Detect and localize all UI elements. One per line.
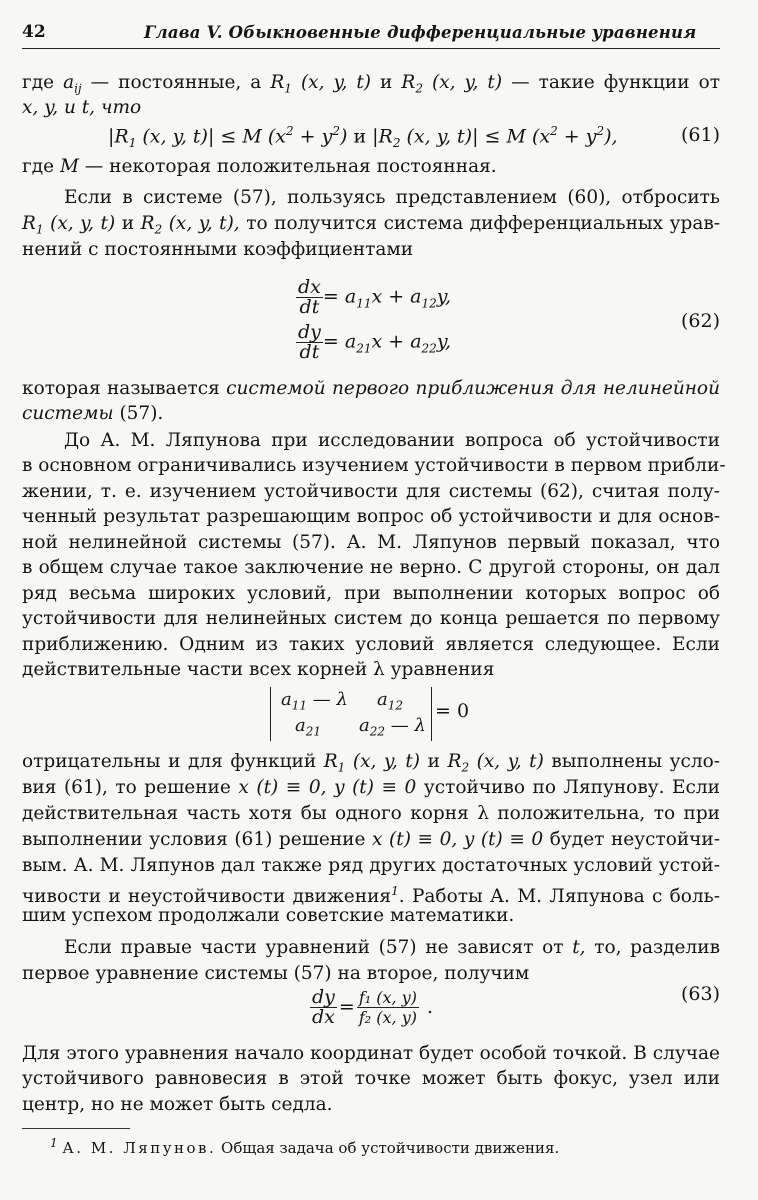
running-header xyxy=(22,22,720,46)
p8-line-1: Для этого уравнения начало координат будет особой точкой. В случае xyxy=(22,1043,720,1064)
p5-line-2: в основном ограничивались изучением устойчивости в первом прибли- xyxy=(22,455,726,476)
equation-61: $|R_1$ (x, y, t)| ≤ M $(x^2 + y^2)$ и $|R_2$ (x, y, t)| ≤ M $(x^2 + y^2)$, xyxy=(108,124,618,151)
equation-63: $\frac{dy}{dx}$ = $\frac{\text{f₁ (x, y)}}{\text{f₂ (x, y)}}$ . xyxy=(312,986,434,1028)
running-title: Глава V. Обыкновенные дифференциальные уравнения xyxy=(144,23,697,42)
p5-line-8: устойчивости для нелинейных систем до конца решается по первому xyxy=(22,608,720,629)
footnote-text: Общая задача об устойчивости движения. xyxy=(221,1139,560,1157)
det-a11: $a_{11}$ — λ xyxy=(281,689,348,713)
p5-line-1: До А. М. Ляпунова при исследовании вопроса об устойчивости xyxy=(64,430,720,451)
equation-63-number: (63) xyxy=(680,983,720,1005)
p6-line-1: отрицательны и для функций $R_1$ (x, y, t) и $R_2$ (x, y, t) выполнены усло- xyxy=(22,751,721,775)
p6-line-3: действительная часть хотя бы одного корня λ положительна, то при xyxy=(22,803,720,824)
equation-62-row-1: $\frac{dx}{dt}$ = $a_{11}x + a_{12}y$, xyxy=(298,276,452,318)
p4-line-2: системы (57). xyxy=(22,403,164,424)
p5-line-5: ной нелинейной системы (57). А. М. Ляпунов первый показал, что xyxy=(22,532,720,553)
p5-line-3: жении, т. е. изучением устойчивости для системы (62), считая полу- xyxy=(22,481,720,502)
p5-line-10: действительные части всех корней λ уравнения xyxy=(22,659,495,680)
page-number: 42 xyxy=(22,22,46,42)
p1-line-2: x, y, и t, что xyxy=(22,97,142,118)
footnote-author: А. М. Ляпунов. xyxy=(62,1139,217,1157)
p8-line-2: устойчивого равновесия в этой точке может быть фокус, узел или xyxy=(22,1068,720,1089)
p5-line-4: ченный результат разрешающим вопрос об устойчивости и для основ- xyxy=(22,506,720,527)
p5-line-9: приближению. Одним из таких условий является следующее. Если xyxy=(22,634,720,655)
p3-line-1: Если в системе (57), пользуясь представлением (60), отбросить xyxy=(64,187,720,208)
det-rhs: = 0 xyxy=(435,700,470,722)
p5-line-6: в общем случае такое заключение не верно. С другой стороны, он дал xyxy=(22,557,720,578)
p4-line-1: которая называется системой первого приближения для нелинейной xyxy=(22,378,720,399)
p6-line-4: выполнении условия (61) решение x (t) ≡ 0, y (t) ≡ 0 будет неустойчи- xyxy=(22,829,720,850)
p6-line-6: чивости и неустойчивости движения$^1$. Работы А. М. Ляпунова с боль- xyxy=(22,884,721,908)
footnote-mark: 1 xyxy=(50,1136,58,1150)
p8-line-3: центр, но не может быть седла. xyxy=(22,1094,333,1115)
determinant xyxy=(270,687,432,741)
det-a21: $a_{21}$ xyxy=(295,715,322,739)
footnote xyxy=(50,1136,559,1157)
p3-line-3: нений с постоянными коэффициентами xyxy=(22,239,414,260)
det-a22: $a_{22}$ — λ xyxy=(359,715,426,739)
p6-line-2: вия (61), то решение x (t) ≡ 0, y (t) ≡ 0 устойчиво по Ляпунову. Если xyxy=(22,777,720,798)
p6-line-7: шим успехом продолжали советские математики. xyxy=(22,905,515,926)
footnote-rule xyxy=(22,1128,130,1129)
p7-line-2: первое уравнение системы (57) на второе, получим xyxy=(22,963,530,984)
p1-line-1: где $a_{ij}$ — постоянные, а $R_1$ (x, y, t) и $R_2$ (x, y, t) — такие функции от xyxy=(22,72,720,96)
p3-line-2: $R_1$ (x, y, t) и $R_2$ (x, y, t), то получится система дифференциальных урав- xyxy=(22,213,721,237)
header-rule xyxy=(22,48,720,49)
p5-line-7: ряд весьма широких условий, при выполнении которых вопрос об xyxy=(22,583,720,604)
p7-line-1: Если правые части уравнений (57) не зависят от t, то, разделив xyxy=(64,937,720,958)
det-a12: $a_{12}$ xyxy=(377,689,404,713)
p2-line-1: где M — некоторая положительная постоянная. xyxy=(22,156,497,177)
equation-61-number: (61) xyxy=(680,124,720,146)
p6-line-5: вым. А. М. Ляпунов дал также ряд других достаточных условий устой- xyxy=(22,855,720,876)
footnote-ref: 1 xyxy=(391,884,399,898)
equation-62-number: (62) xyxy=(680,310,720,332)
equation-62-row-2: $\frac{dy}{dt}$ = $a_{21}x + a_{22}y$, xyxy=(298,321,452,363)
